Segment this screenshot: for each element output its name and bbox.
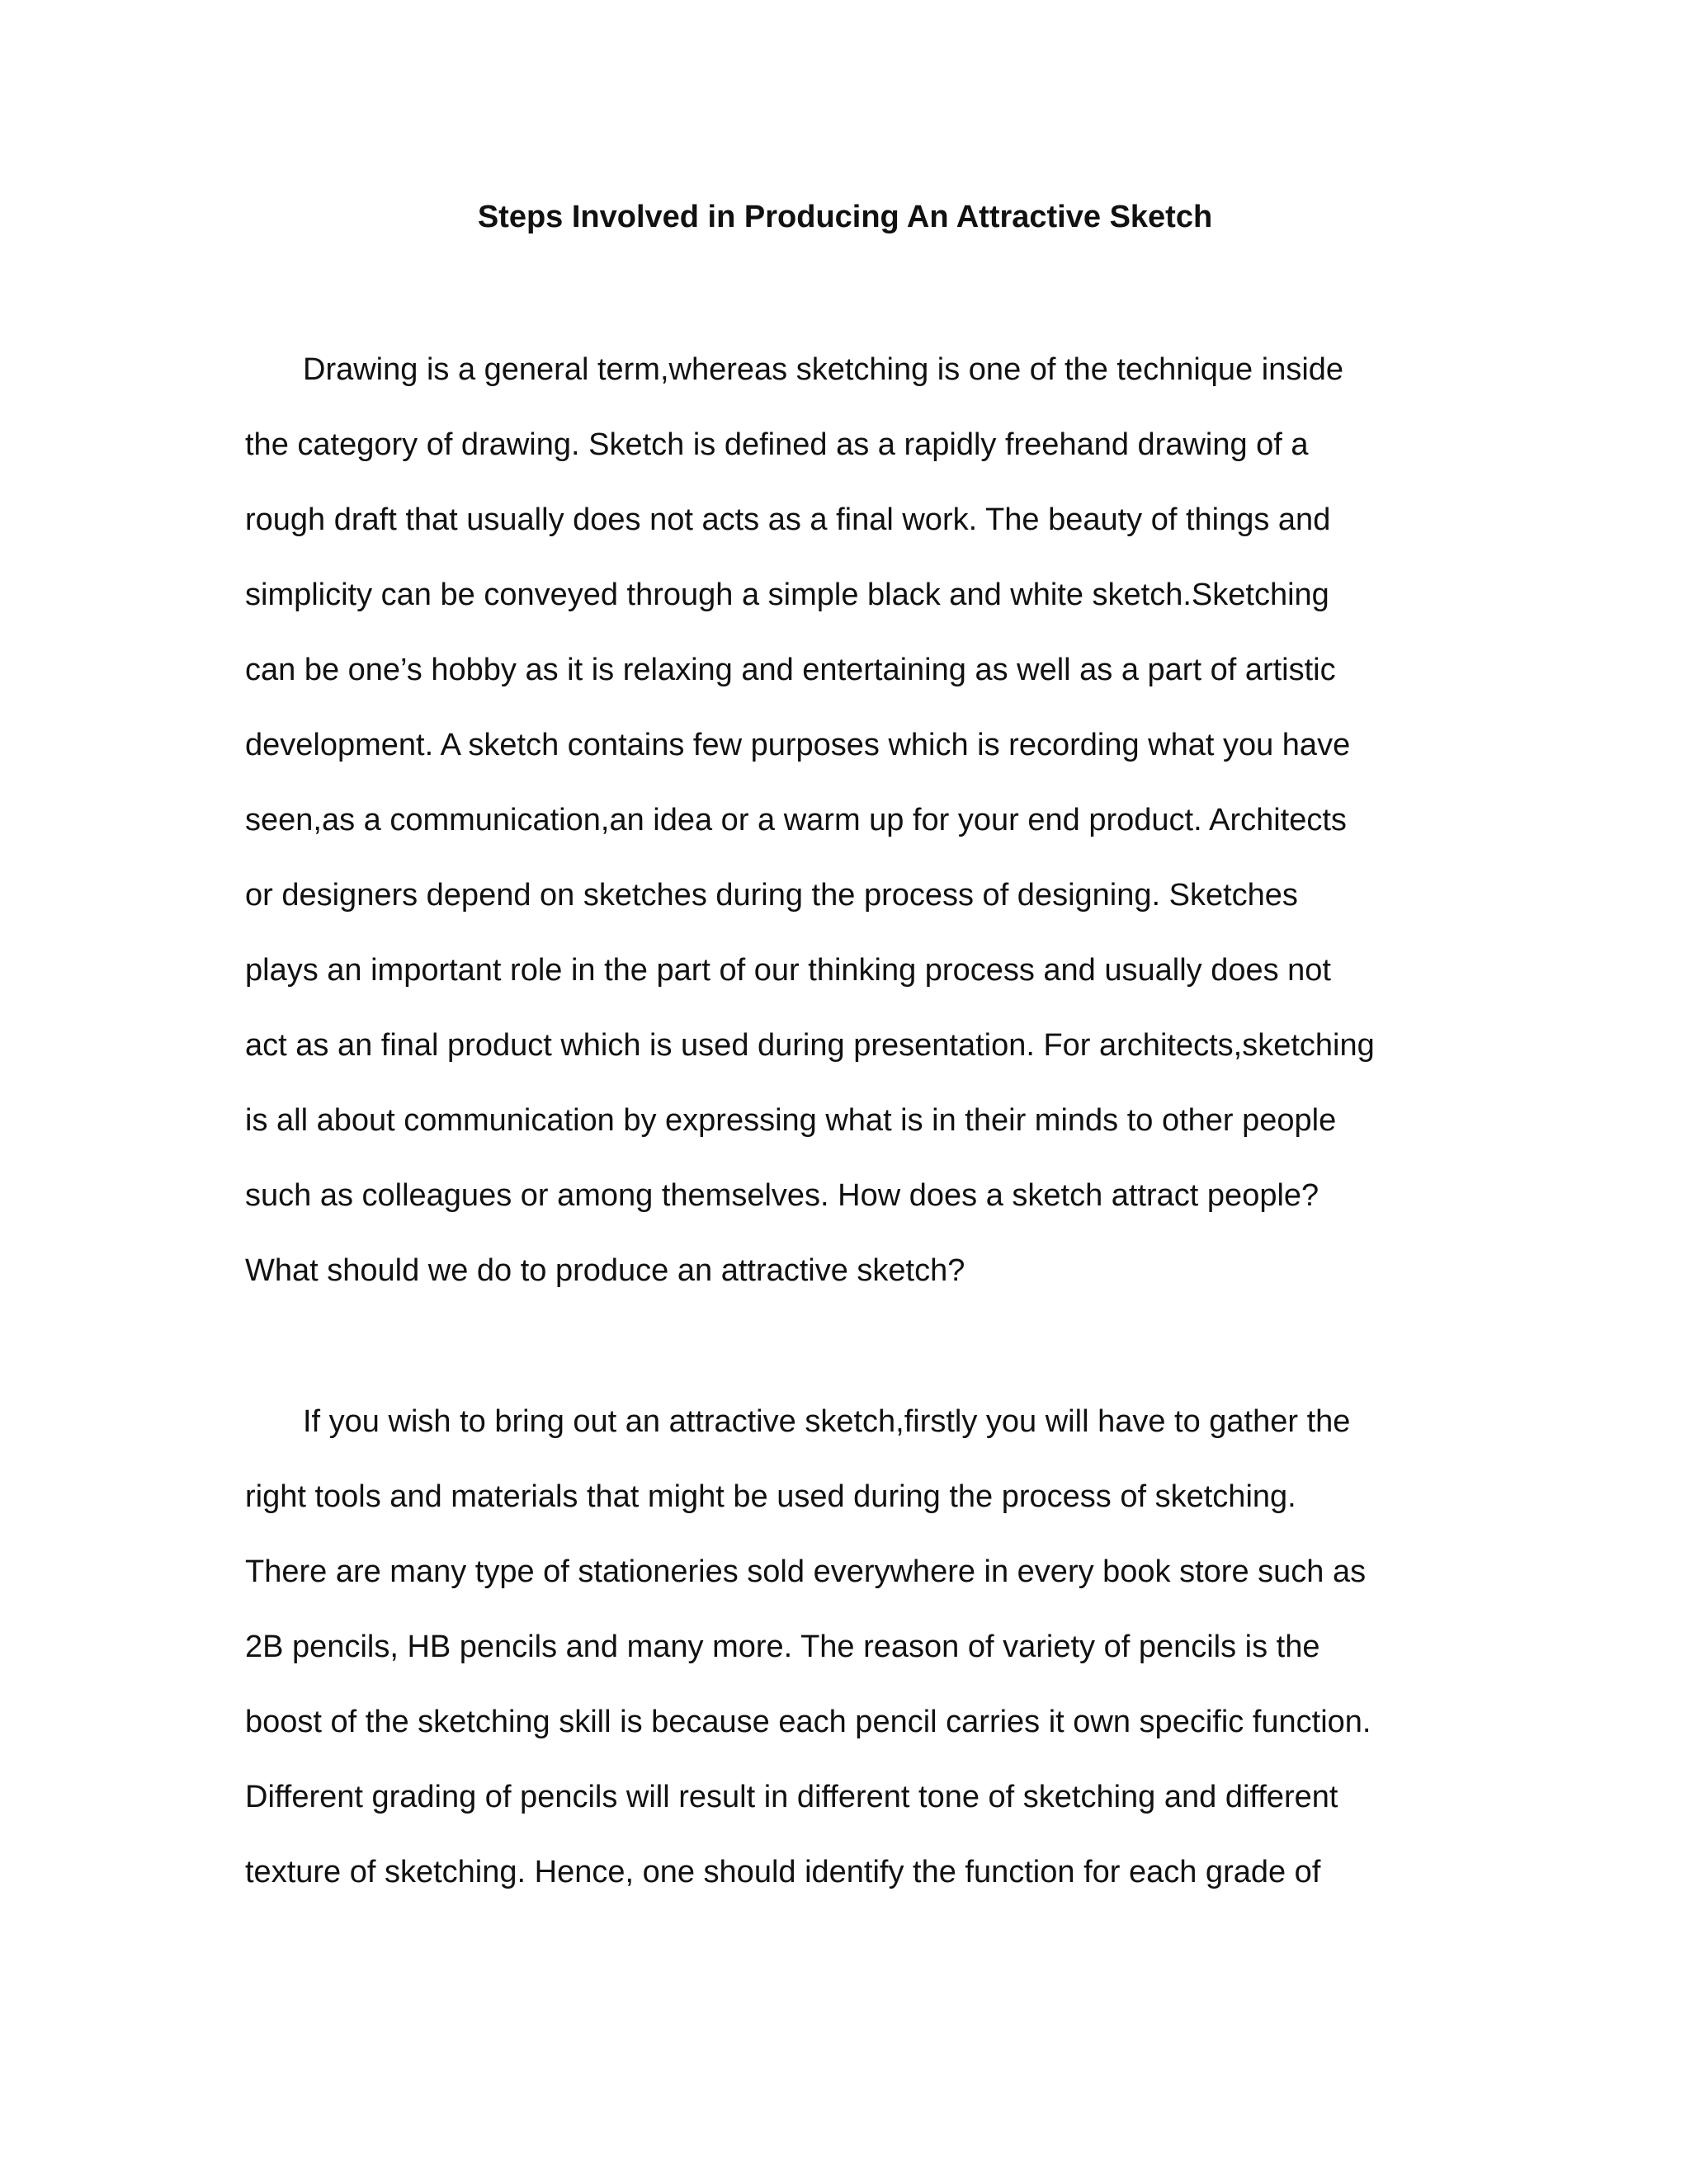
paragraph-line: is all about communication by expressing what is in their minds to other people: [245, 1103, 1337, 1138]
paragraph-line: development. A sketch contains few purposes which is recording what you have: [245, 728, 1351, 762]
paragraph-line: texture of sketching. Hence, one should identify the function for each grade of: [245, 1855, 1321, 1889]
paragraph-line: plays an important role in the part of our thinking process and usually does not: [245, 953, 1331, 988]
document-title: Steps Involved in Producing An Attractive Sketch: [477, 200, 1213, 234]
paragraph-line: or designers depend on sketches during the process of designing. Sketches: [245, 878, 1298, 913]
paragraph-line: boost of the sketching skill is because each pencil carries it own specific function.: [245, 1705, 1371, 1739]
paragraph-line: Different grading of pencils will result in different tone of sketching and different: [245, 1780, 1338, 1814]
paragraph-line: such as colleagues or among themselves. How does a sketch attract people?: [245, 1178, 1319, 1213]
paragraph-line: the category of drawing. Sketch is defined as a rapidly freehand drawing of a: [245, 427, 1309, 462]
paragraph-line: If you wish to bring out an attractive sketch,firstly you will have to gather the: [303, 1404, 1351, 1439]
paragraph-line: Drawing is a general term,whereas sketching is one of the technique inside: [303, 352, 1344, 387]
paragraph-line: There are many type of stationeries sold everywhere in every book store such as: [245, 1554, 1367, 1589]
paragraph-line: seen,as a communication,an idea or a warm up for your end product. Architects: [245, 803, 1347, 837]
paragraph-line: can be one’s hobby as it is relaxing and entertaining as well as a part of artistic: [245, 653, 1336, 687]
paragraph-line: 2B pencils, HB pencils and many more. The reason of variety of pencils is the: [245, 1630, 1320, 1664]
paragraph-line: right tools and materials that might be used during the process of sketching.: [245, 1479, 1296, 1514]
paragraph-line: What should we do to produce an attractive sketch?: [245, 1253, 965, 1288]
paragraph-line: rough draft that usually does not acts as a final work. The beauty of things and: [245, 502, 1331, 537]
paragraph-line: act as an final product which is used during presentation. For architects,sketching: [245, 1028, 1375, 1063]
paragraph-line: simplicity can be conveyed through a simple black and white sketch.Sketching: [245, 578, 1329, 612]
